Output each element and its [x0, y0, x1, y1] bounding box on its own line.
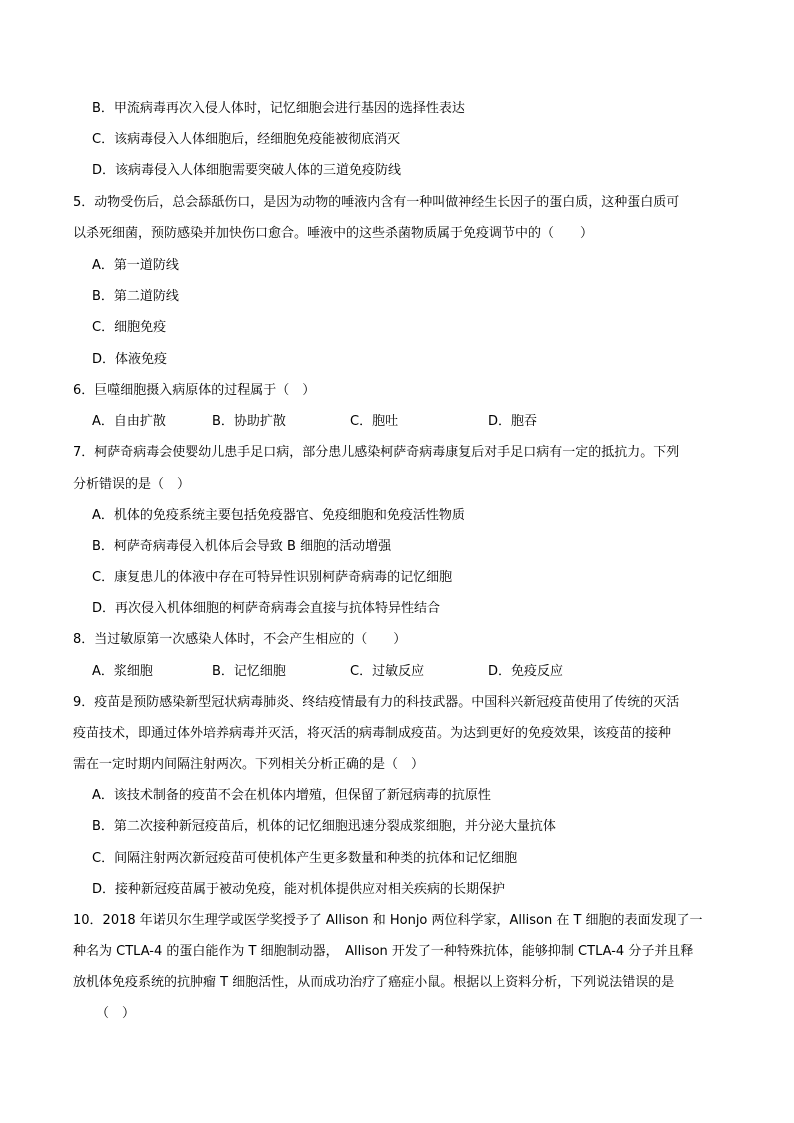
- q6-option-a: A．自由扩散: [92, 414, 166, 429]
- q6-options-row: [92, 414, 712, 430]
- q7-stem-line-1: 7．柯萨奇病毒会使婴幼儿患手足口病，部分患儿感染柯萨奇病毒康复后对手足口病有一定的抵抗力。下列: [73, 445, 680, 460]
- q5-option-c: C．细胞免疫: [92, 320, 167, 335]
- q10-stem-line-2: 种名为 CTLA-4 的蛋白能作为 T 细胞制动器， Allison 开发了一种特殊抗体，能够抑制 CTLA-4 分子并且释: [73, 944, 694, 959]
- q7-stem-line-2: 分析错误的是（ ）: [73, 477, 191, 492]
- q7-option-d: D．再次侵入机体细胞的柯萨奇病毒会直接与抗体特异性结合: [92, 601, 441, 616]
- q8-option-a: A．浆细胞: [92, 664, 153, 679]
- q5-stem-line-2: 以杀死细菌，预防感染并加快伤口愈合。唾液中的这些杀菌物质属于免疫调节中的（ ）: [73, 226, 594, 241]
- q9-option-d: D．接种新冠疫苗属于被动免疫，能对机体提供应对相关疾病的长期保护: [92, 882, 506, 897]
- q10-answer-bracket: （ ）: [96, 1006, 136, 1021]
- q6-stem: 6．巨噬细胞摄入病原体的过程属于（ ）: [73, 383, 316, 398]
- q9-stem-line-1: 9．疫苗是预防感染新型冠状病毒肺炎、终结疫情最有力的科技武器。中国科兴新冠疫苗使用了传统的灭活: [73, 695, 680, 710]
- q8-options-row: [92, 664, 712, 680]
- q5-stem-line-1: 5．动物受伤后，总会舔舐伤口，是因为动物的唾液内含有一种叫做神经生长因子的蛋白质，这种蛋白质可: [73, 195, 680, 210]
- q4-option-b: B．甲流病毒再次入侵人体时，记忆细胞会进行基因的选择性表达: [92, 101, 465, 116]
- q5-option-b: B．第二道防线: [92, 289, 179, 304]
- q8-option-b: B．记忆细胞: [212, 664, 286, 679]
- q9-option-b: B．第二次接种新冠疫苗后，机体的记忆细胞迅速分裂成浆细胞，并分泌大量抗体: [92, 819, 556, 834]
- q6-option-d: D．胞吞: [488, 414, 538, 429]
- q6-option-b: B．协助扩散: [212, 414, 286, 429]
- q9-stem-line-3: 需在一定时期内间隔注射两次。下列相关分析正确的是（ ）: [73, 757, 425, 772]
- q7-option-b: B．柯萨奇病毒侵入机体后会导致 B 细胞的活动增强: [92, 539, 392, 554]
- q8-option-c: C．过敏反应: [350, 664, 425, 679]
- q9-option-a: A．该技术制备的疫苗不会在机体内增殖，但保留了新冠病毒的抗原性: [92, 788, 491, 803]
- q9-stem-line-2: 疫苗技术，即通过体外培养病毒并灭活，将灭活的病毒制成疫苗。为达到更好的免疫效果，该疫苗的接种: [73, 726, 672, 741]
- q5-option-d: D．体液免疫: [92, 352, 168, 367]
- q5-option-a: A．第一道防线: [92, 258, 179, 273]
- q9-option-c: C．间隔注射两次新冠疫苗可使机体产生更多数量和种类的抗体和记忆细胞: [92, 851, 518, 866]
- q6-option-c: C．胞吐: [350, 414, 399, 429]
- q7-option-c: C．康复患儿的体液中存在可特异性识别柯萨奇病毒的记忆细胞: [92, 570, 453, 585]
- q10-stem-line-3: 放机体免疫系统的抗肿瘤 T 细胞活性，从而成功治疗了癌症小鼠。根据以上资料分析，下列说法错误的是: [73, 975, 675, 990]
- q4-option-c: C．该病毒侵入人体细胞后，经细胞免疫能被彻底消灭: [92, 132, 401, 147]
- q4-option-d: D．该病毒侵入人体细胞需要突破人体的三道免疫防线: [92, 163, 402, 178]
- q8-stem: 8．当过敏原第一次感染人体时，不会产生相应的（ ）: [73, 632, 407, 647]
- q8-option-d: D．免疫反应: [488, 664, 564, 679]
- q10-stem-line-1: 10．2018 年诺贝尔生理学或医学奖授予了 Allison 和 Honjo 两位科学家，Allison 在 T 细胞的表面发现了一: [73, 913, 703, 928]
- q7-option-a: A．机体的免疫系统主要包括免疫器官、免疫细胞和免疫活性物质: [92, 508, 465, 523]
